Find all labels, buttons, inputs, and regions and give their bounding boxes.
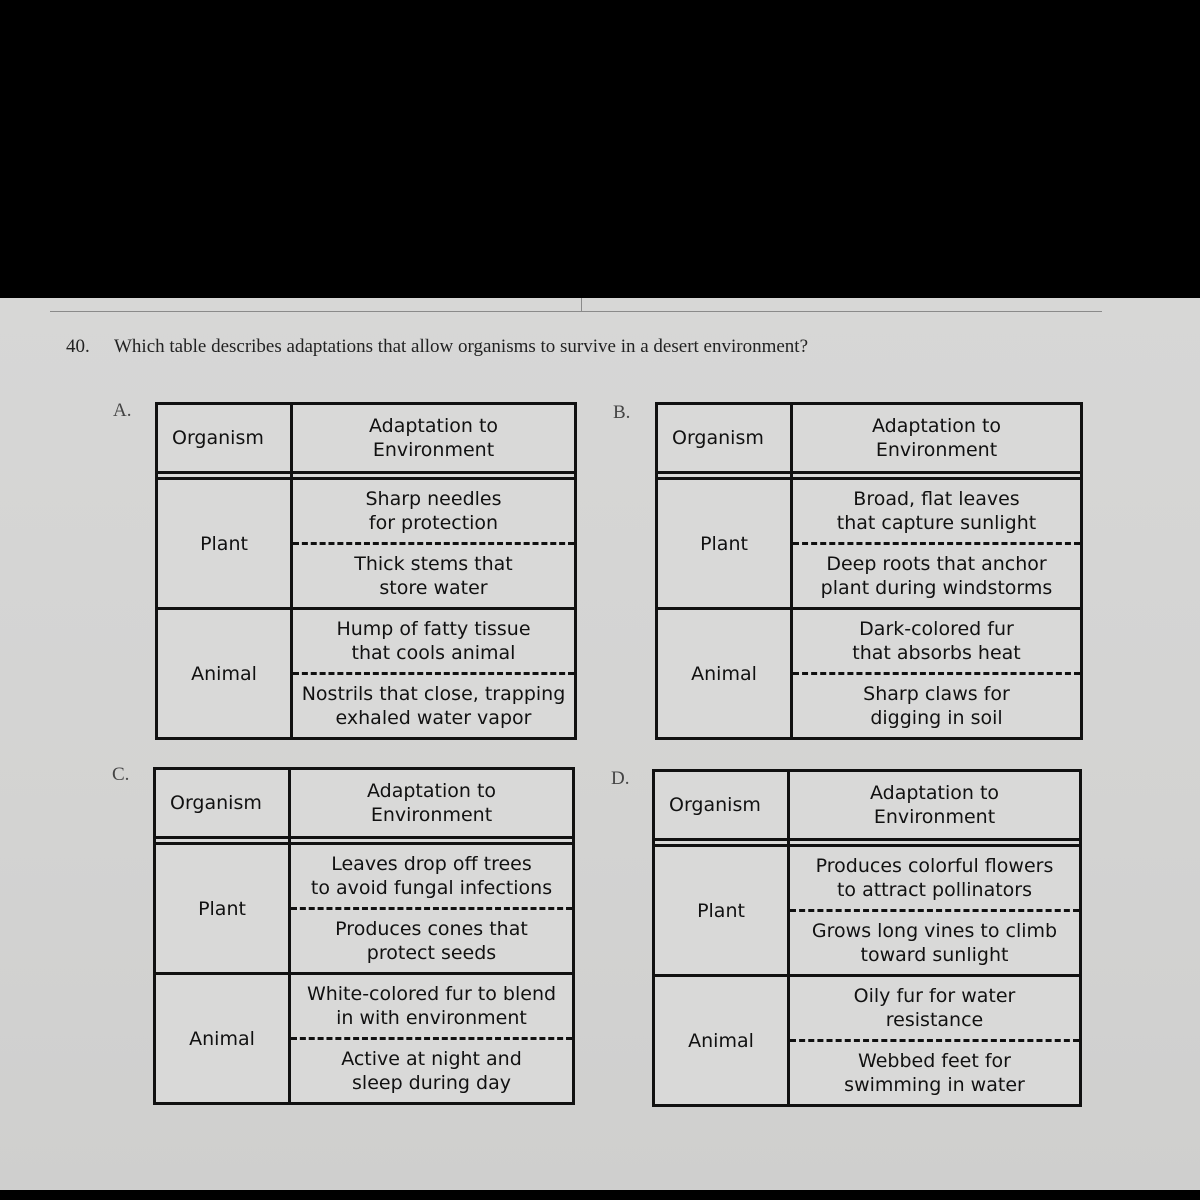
plant-adaptation-1-line: Produces colorful flowers — [815, 855, 1054, 877]
organism-header: Organism — [172, 427, 264, 449]
organism-plant-label: Plant — [697, 899, 745, 922]
plant-adaptation-2-line: Thick stems that — [354, 553, 513, 575]
animal-adaptation-2-line: sleep during day — [352, 1072, 511, 1094]
animal-adaptation-1-line: that absorbs heat — [852, 642, 1021, 664]
animal-adaptation-2-line: Webbed feet for — [858, 1050, 1011, 1072]
adaptation-header-line: Environment — [873, 806, 996, 828]
animal-adaptation-1-line: Dark-colored fur — [859, 618, 1014, 640]
plant-adaptation-2-line: toward sunlight — [860, 944, 1009, 966]
plant-adaptation-1-line: Broad, flat leaves — [853, 488, 1020, 510]
organism-animal-label: Animal — [688, 1029, 754, 1052]
animal-adaptation-2-line: exhaled water vapor — [335, 707, 532, 729]
option-c-letter: C. — [112, 764, 130, 785]
option-a-table — [155, 402, 577, 740]
organism-plant-label: Plant — [200, 532, 248, 555]
question-text: Which table describes adaptations that allow organisms to survive in a desert environment? — [114, 336, 809, 357]
option-b-table — [655, 402, 1083, 740]
organism-plant-label: Plant — [700, 532, 748, 555]
animal-adaptation-2-line: Active at night and — [341, 1048, 522, 1070]
organism-animal-label: Animal — [189, 1027, 255, 1050]
adaptation-header-line: Adaptation to — [871, 415, 1002, 437]
adaptation-header-line: Adaptation to — [368, 415, 499, 437]
organism-header: Organism — [672, 427, 764, 449]
adaptation-header-line: Adaptation to — [869, 782, 1000, 804]
animal-adaptation-1-line: White-colored fur to blend — [306, 983, 557, 1005]
adaptation-header-line: Environment — [372, 439, 495, 461]
option-a-letter: A. — [113, 400, 132, 421]
plant-adaptation-1-line: that capture sunlight — [836, 512, 1037, 534]
plant-adaptation-1-line: to avoid fungal infections — [310, 877, 553, 899]
option-b-letter: B. — [613, 402, 631, 423]
top-divider-tick — [581, 298, 582, 312]
option-c-table — [153, 767, 575, 1105]
organism-animal-label: Animal — [691, 662, 757, 685]
plant-adaptation-2-line: protect seeds — [366, 942, 497, 964]
adaptation-header-line: Environment — [875, 439, 998, 461]
plant-adaptation-2-line: store water — [379, 577, 488, 599]
question-number: 40. — [66, 336, 90, 357]
plant-adaptation-2-line: Deep roots that anchor — [826, 553, 1047, 575]
animal-adaptation-1-line: Oily fur for water — [853, 985, 1016, 1007]
organism-header: Organism — [170, 792, 262, 814]
plant-adaptation-1-line: to attract pollinators — [836, 879, 1033, 901]
adaptation-header-line: Adaptation to — [366, 780, 497, 802]
plant-adaptation-1-line: for protection — [368, 512, 499, 534]
option-d-table — [652, 769, 1082, 1107]
option-d-letter: D. — [611, 768, 630, 789]
plant-adaptation-1-line: Leaves drop off trees — [331, 853, 532, 875]
animal-adaptation-1-line: that cools animal — [351, 642, 516, 664]
animal-adaptation-2-line: Sharp claws for — [863, 683, 1010, 705]
question-stem — [66, 336, 808, 358]
top-divider — [50, 311, 1102, 312]
animal-adaptation-1-line: resistance — [885, 1009, 984, 1031]
animal-adaptation-2-line: digging in soil — [870, 707, 1003, 729]
adaptation-header-line: Environment — [370, 804, 493, 826]
animal-adaptation-2-line: swimming in water — [844, 1074, 1025, 1096]
organism-header: Organism — [669, 794, 761, 816]
plant-adaptation-2-line: Produces cones that — [335, 918, 528, 940]
plant-adaptation-1-line: Sharp needles — [365, 488, 502, 510]
animal-adaptation-2-line: Nostrils that close, trapping — [301, 683, 566, 705]
animal-adaptation-1-line: in with environment — [336, 1007, 527, 1029]
plant-adaptation-2-line: plant during windstorms — [820, 577, 1053, 599]
organism-animal-label: Animal — [191, 662, 257, 685]
animal-adaptation-1-line: Hump of fatty tissue — [336, 618, 531, 640]
plant-adaptation-2-line: Grows long vines to climb — [811, 920, 1058, 942]
organism-plant-label: Plant — [198, 897, 246, 920]
